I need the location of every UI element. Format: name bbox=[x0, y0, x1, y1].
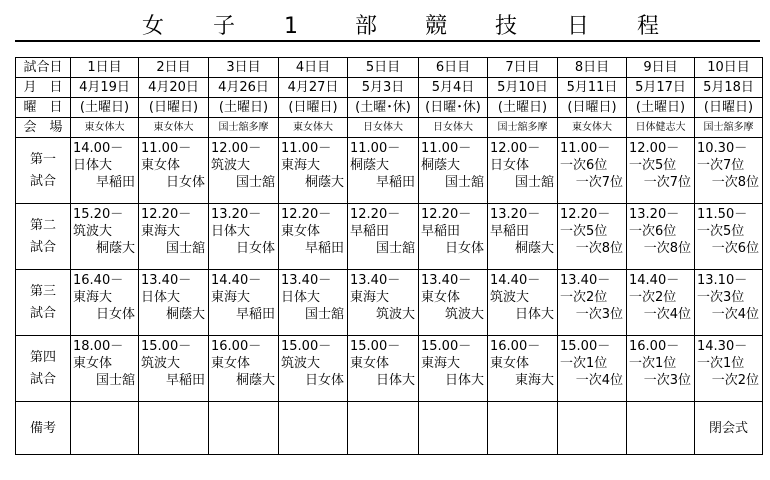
title-char: 日 bbox=[567, 14, 590, 39]
team-away: 国士舘 bbox=[375, 241, 415, 256]
header-row bbox=[16, 58, 763, 78]
match-cell bbox=[348, 270, 419, 336]
remarks-cell bbox=[279, 402, 348, 455]
team-away: 東海大 bbox=[514, 373, 554, 388]
team-away: 国士舘 bbox=[514, 175, 554, 190]
date-cell: 5月4日 bbox=[419, 78, 488, 98]
match-time: 14.40－ bbox=[629, 273, 680, 288]
date-cell: 5月17日 bbox=[627, 78, 695, 98]
title-char: 競 bbox=[425, 14, 448, 39]
match-cell bbox=[488, 204, 558, 270]
venue-cell: 東女体大 bbox=[279, 118, 348, 138]
match-time: 14.40－ bbox=[490, 273, 541, 288]
match-cell bbox=[139, 270, 209, 336]
game-label-line: 第一 bbox=[29, 151, 56, 167]
day-number: 1日目 bbox=[71, 58, 139, 78]
match-cell bbox=[419, 138, 488, 204]
team-home: 一次2位 bbox=[560, 290, 608, 305]
match-cell bbox=[488, 138, 558, 204]
team-home: 早稲田 bbox=[490, 224, 530, 239]
match-time: 15.00－ bbox=[281, 339, 332, 354]
team-away: 日女体 bbox=[304, 373, 344, 388]
weekday-cell: (土曜日) bbox=[209, 98, 279, 118]
team-home: 一次1位 bbox=[629, 356, 677, 371]
team-away: 桐蔭大 bbox=[95, 241, 135, 256]
venue-cell: 東女体大 bbox=[71, 118, 139, 138]
match-time: 11.00－ bbox=[281, 141, 332, 156]
game-label-line: 第三 bbox=[29, 283, 56, 299]
remarks-cell bbox=[488, 402, 558, 455]
match-cell bbox=[279, 270, 348, 336]
match-cell bbox=[627, 336, 695, 402]
team-away: 日体大 bbox=[444, 373, 484, 388]
remarks-cell bbox=[209, 402, 279, 455]
venue-cell: 国士舘多摩 bbox=[209, 118, 279, 138]
team-away: 一次4位 bbox=[575, 373, 623, 388]
match-cell bbox=[348, 336, 419, 402]
page-title bbox=[15, 10, 760, 42]
team-home: 一次2位 bbox=[629, 290, 677, 305]
match-cell bbox=[348, 204, 419, 270]
match-time: 14.00－ bbox=[73, 141, 124, 156]
team-home: 一次7位 bbox=[697, 158, 745, 173]
team-away: 日女体 bbox=[235, 241, 275, 256]
match-time: 13.40－ bbox=[350, 273, 401, 288]
weekday-cell: (土曜日) bbox=[71, 98, 139, 118]
match-cell bbox=[558, 204, 627, 270]
match-cell bbox=[419, 336, 488, 402]
team-away: 日女体 bbox=[165, 175, 205, 190]
team-home: 東女体 bbox=[350, 356, 390, 371]
team-away: 一次2位 bbox=[711, 373, 759, 388]
team-away: 一次4位 bbox=[643, 307, 691, 322]
match-time: 13.20－ bbox=[629, 207, 680, 222]
team-home: 東海大 bbox=[211, 290, 251, 305]
match-time: 16.00－ bbox=[490, 339, 541, 354]
schedule-table bbox=[15, 57, 763, 455]
team-away: 早稲田 bbox=[235, 307, 275, 322]
weekday-cell: (日曜日) bbox=[558, 98, 627, 118]
team-away: 一次7位 bbox=[643, 175, 691, 190]
venue-cell: 国士舘多摩 bbox=[488, 118, 558, 138]
team-home: 東海大 bbox=[281, 158, 321, 173]
header-row bbox=[16, 118, 763, 138]
team-away: 一次3位 bbox=[575, 307, 623, 322]
match-cell bbox=[71, 204, 139, 270]
match-cell bbox=[279, 138, 348, 204]
date-cell: 4月26日 bbox=[209, 78, 279, 98]
game-row bbox=[16, 204, 763, 270]
game-row bbox=[16, 336, 763, 402]
team-home: 筑波大 bbox=[281, 356, 321, 371]
team-away: 一次6位 bbox=[711, 241, 759, 256]
title-char: 部 bbox=[355, 14, 378, 39]
team-home: 東女体 bbox=[141, 158, 181, 173]
row-label: 会 場 bbox=[16, 118, 71, 138]
title-char: 1 bbox=[284, 14, 298, 39]
team-away: 桐蔭大 bbox=[165, 307, 205, 322]
match-cell bbox=[627, 270, 695, 336]
match-time: 11.00－ bbox=[141, 141, 192, 156]
team-home: 日体大 bbox=[141, 290, 181, 305]
day-number: 5日目 bbox=[348, 58, 419, 78]
remarks-label: 備考 bbox=[16, 402, 71, 455]
match-time: 11.50－ bbox=[697, 207, 748, 222]
team-away: 日体大 bbox=[514, 307, 554, 322]
weekday-cell: (日曜日) bbox=[279, 98, 348, 118]
header-row bbox=[16, 98, 763, 118]
team-away: 日女体 bbox=[444, 241, 484, 256]
team-home: 日体大 bbox=[281, 290, 321, 305]
game-label-line: 第二 bbox=[29, 217, 56, 233]
match-time: 11.00－ bbox=[350, 141, 401, 156]
match-cell bbox=[488, 336, 558, 402]
team-home: 東女体 bbox=[421, 290, 461, 305]
date-cell: 5月3日 bbox=[348, 78, 419, 98]
date-cell: 5月11日 bbox=[558, 78, 627, 98]
team-away: 一次8位 bbox=[643, 241, 691, 256]
team-away: 日女体 bbox=[95, 307, 135, 322]
team-home: 一次5位 bbox=[629, 158, 677, 173]
match-time: 13.20－ bbox=[490, 207, 541, 222]
game-label-line: 試合 bbox=[29, 371, 56, 387]
team-away: 国士舘 bbox=[95, 373, 135, 388]
match-time: 12.20－ bbox=[350, 207, 401, 222]
team-home: 一次5位 bbox=[697, 224, 745, 239]
team-away: 一次8位 bbox=[711, 175, 759, 190]
team-away: 国士舘 bbox=[165, 241, 205, 256]
team-away: 筑波大 bbox=[444, 307, 484, 322]
match-cell bbox=[139, 204, 209, 270]
title-char: 程 bbox=[637, 14, 660, 39]
match-time: 11.00－ bbox=[421, 141, 472, 156]
match-cell bbox=[71, 270, 139, 336]
team-home: 東女体 bbox=[281, 224, 321, 239]
title-char: 女 bbox=[142, 14, 165, 39]
remarks-cell bbox=[627, 402, 695, 455]
date-cell: 5月10日 bbox=[488, 78, 558, 98]
venue-cell: 東女体大 bbox=[139, 118, 209, 138]
team-away: 早稲田 bbox=[304, 241, 344, 256]
match-cell bbox=[209, 138, 279, 204]
team-away: 早稲田 bbox=[165, 373, 205, 388]
match-time: 11.00－ bbox=[560, 141, 611, 156]
team-away: 一次7位 bbox=[575, 175, 623, 190]
row-label: 試合日 bbox=[16, 58, 71, 78]
match-time: 16.40－ bbox=[73, 273, 124, 288]
team-home: 東海大 bbox=[350, 290, 390, 305]
team-away: 一次3位 bbox=[643, 373, 691, 388]
venue-cell: 国士舘多摩 bbox=[695, 118, 763, 138]
match-time: 12.00－ bbox=[490, 141, 541, 156]
team-home: 筑波大 bbox=[211, 158, 251, 173]
team-home: 一次1位 bbox=[560, 356, 608, 371]
match-time: 15.00－ bbox=[421, 339, 472, 354]
team-home: 日体大 bbox=[73, 158, 113, 173]
match-time: 15.00－ bbox=[141, 339, 192, 354]
header-row bbox=[16, 78, 763, 98]
team-away: 桐蔭大 bbox=[235, 373, 275, 388]
remarks-cell bbox=[558, 402, 627, 455]
match-cell bbox=[488, 270, 558, 336]
row-label: 曜 日 bbox=[16, 98, 71, 118]
day-number: 6日目 bbox=[419, 58, 488, 78]
team-home: 筑波大 bbox=[73, 224, 113, 239]
game-row bbox=[16, 270, 763, 336]
team-away: 国士舘 bbox=[444, 175, 484, 190]
row-label: 月 日 bbox=[16, 78, 71, 98]
day-number: 4日目 bbox=[279, 58, 348, 78]
team-home: 桐蔭大 bbox=[350, 158, 390, 173]
match-time: 13.40－ bbox=[421, 273, 472, 288]
date-cell: 4月27日 bbox=[279, 78, 348, 98]
team-away: 筑波大 bbox=[375, 307, 415, 322]
venue-cell: 日女体大 bbox=[348, 118, 419, 138]
date-cell: 4月20日 bbox=[139, 78, 209, 98]
day-number: 9日目 bbox=[627, 58, 695, 78]
match-time: 13.40－ bbox=[281, 273, 332, 288]
match-cell bbox=[71, 138, 139, 204]
venue-cell: 日体健志大 bbox=[627, 118, 695, 138]
remarks-cell bbox=[71, 402, 139, 455]
team-home: 一次5位 bbox=[560, 224, 608, 239]
match-time: 15.00－ bbox=[560, 339, 611, 354]
match-cell bbox=[558, 336, 627, 402]
match-time: 16.00－ bbox=[629, 339, 680, 354]
game-label bbox=[16, 138, 71, 204]
date-cell: 5月18日 bbox=[695, 78, 763, 98]
match-time: 14.40－ bbox=[211, 273, 262, 288]
match-cell bbox=[209, 204, 279, 270]
match-cell bbox=[279, 336, 348, 402]
match-time: 13.20－ bbox=[211, 207, 262, 222]
match-cell bbox=[139, 138, 209, 204]
game-label-line: 試合 bbox=[29, 239, 56, 255]
match-cell bbox=[419, 270, 488, 336]
team-home: 東海大 bbox=[141, 224, 181, 239]
team-away: 早稲田 bbox=[95, 175, 135, 190]
match-cell bbox=[139, 336, 209, 402]
team-away: 国士舘 bbox=[235, 175, 275, 190]
team-home: 東海大 bbox=[421, 356, 461, 371]
weekday-cell: (土曜日) bbox=[627, 98, 695, 118]
weekday-cell: (日曜日) bbox=[139, 98, 209, 118]
game-label-line: 試合 bbox=[29, 305, 56, 321]
match-time: 10.30－ bbox=[697, 141, 748, 156]
team-home: 筑波大 bbox=[141, 356, 181, 371]
match-time: 15.20－ bbox=[73, 207, 124, 222]
team-away: 一次4位 bbox=[711, 307, 759, 322]
match-time: 18.00－ bbox=[73, 339, 124, 354]
match-time: 12.00－ bbox=[629, 141, 680, 156]
team-away: 国士舘 bbox=[304, 307, 344, 322]
weekday-cell: (土曜日) bbox=[488, 98, 558, 118]
game-label bbox=[16, 336, 71, 402]
day-number: 2日目 bbox=[139, 58, 209, 78]
match-time: 13.40－ bbox=[141, 273, 192, 288]
match-cell bbox=[279, 204, 348, 270]
game-row bbox=[16, 138, 763, 204]
match-cell bbox=[558, 270, 627, 336]
day-number: 3日目 bbox=[209, 58, 279, 78]
game-label bbox=[16, 270, 71, 336]
team-home: 早稲田 bbox=[350, 224, 390, 239]
match-time: 12.20－ bbox=[421, 207, 472, 222]
title-char: 技 bbox=[495, 14, 518, 39]
match-cell bbox=[695, 270, 763, 336]
day-number: 7日目 bbox=[488, 58, 558, 78]
match-time: 15.00－ bbox=[350, 339, 401, 354]
date-cell: 4月19日 bbox=[71, 78, 139, 98]
team-away: 桐蔭大 bbox=[304, 175, 344, 190]
remarks-cell bbox=[419, 402, 488, 455]
weekday-cell: (土曜･休) bbox=[348, 98, 419, 118]
match-time: 12.20－ bbox=[560, 207, 611, 222]
team-home: 一次6位 bbox=[629, 224, 677, 239]
match-time: 12.20－ bbox=[141, 207, 192, 222]
team-home: 桐蔭大 bbox=[421, 158, 461, 173]
venue-cell: 東女体大 bbox=[558, 118, 627, 138]
match-cell bbox=[209, 270, 279, 336]
team-home: 日女体 bbox=[490, 158, 530, 173]
team-home: 筑波大 bbox=[490, 290, 530, 305]
match-time: 16.00－ bbox=[211, 339, 262, 354]
match-time: 12.20－ bbox=[281, 207, 332, 222]
team-home: 日体大 bbox=[211, 224, 251, 239]
team-home: 東女体 bbox=[211, 356, 251, 371]
match-cell bbox=[695, 204, 763, 270]
game-label-line: 第四 bbox=[29, 349, 56, 365]
game-label-line: 試合 bbox=[29, 173, 56, 189]
match-cell bbox=[209, 336, 279, 402]
remarks-cell: 閉会式 bbox=[695, 402, 763, 455]
team-home: 東海大 bbox=[73, 290, 113, 305]
match-cell bbox=[627, 204, 695, 270]
remarks-row bbox=[16, 402, 763, 455]
match-cell bbox=[558, 138, 627, 204]
remarks-cell bbox=[139, 402, 209, 455]
team-home: 東女体 bbox=[73, 356, 113, 371]
match-time: 12.00－ bbox=[211, 141, 262, 156]
team-away: 日体大 bbox=[375, 373, 415, 388]
team-home: 早稲田 bbox=[421, 224, 461, 239]
day-number: 10日目 bbox=[695, 58, 763, 78]
team-away: 一次8位 bbox=[575, 241, 623, 256]
team-home: 一次1位 bbox=[697, 356, 745, 371]
match-cell bbox=[627, 138, 695, 204]
match-cell bbox=[71, 336, 139, 402]
match-cell bbox=[695, 336, 763, 402]
team-away: 桐蔭大 bbox=[514, 241, 554, 256]
weekday-cell: (日曜日) bbox=[695, 98, 763, 118]
team-away: 早稲田 bbox=[375, 175, 415, 190]
match-cell bbox=[419, 204, 488, 270]
game-label bbox=[16, 204, 71, 270]
match-time: 14.30－ bbox=[697, 339, 748, 354]
day-number: 8日目 bbox=[558, 58, 627, 78]
title-char: 子 bbox=[213, 14, 236, 39]
match-time: 13.40－ bbox=[560, 273, 611, 288]
match-cell bbox=[348, 138, 419, 204]
match-cell bbox=[695, 138, 763, 204]
team-home: 一次6位 bbox=[560, 158, 608, 173]
team-home: 東女体 bbox=[490, 356, 530, 371]
remarks-cell bbox=[348, 402, 419, 455]
team-home: 一次3位 bbox=[697, 290, 745, 305]
match-time: 13.10－ bbox=[697, 273, 748, 288]
venue-cell: 日女体大 bbox=[419, 118, 488, 138]
weekday-cell: (日曜･休) bbox=[419, 98, 488, 118]
